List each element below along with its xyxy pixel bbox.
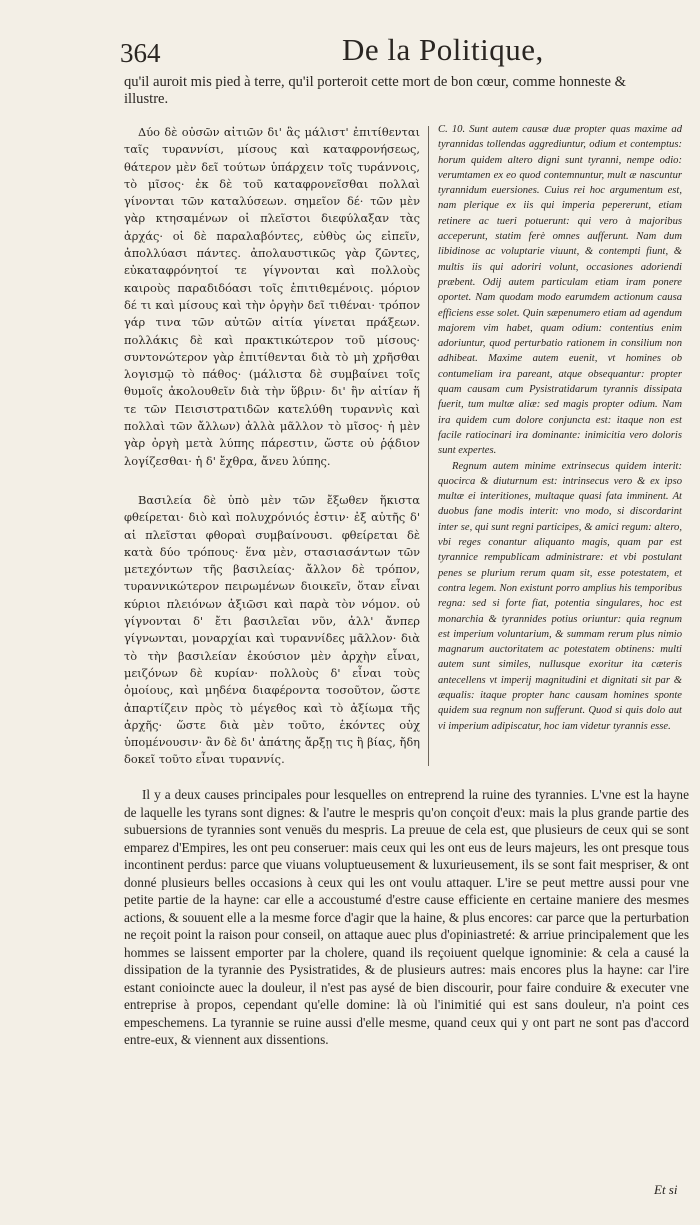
- french-paragraph: Il y a deux causes principales pour lesquelles on entreprend la ruine des tyrannies. L'vne est la hayne de laquelle les tyrans sont dignes: & l'autre le mespris qu'on conçoit d'eux: mais la plus grande partie des subuersions de tyrannies sont venuës du mespris. La preuue de cela est, que plusieurs de ceux qui se sont emparez d'Empires, les ont peu conseruer: mais ceux qui les ont eus de leurs majeurs, les ont presque tous incontinent perdus: parce que viuans voluptueusement & luxurieusement, ils se sont fait mespriser, & ont donné plusieurs belles occasions à ceux qui les ont voulu attaquer. L'ire se peut mettre aussi pour vne petite partie de la hayne: car elle a accoustumé d'estre cause efficiente en certaine maniere des mesmes actions, & souuent elle a la mesme force d'agir que la haine, & plus encores: car parce que la perturbation ne reçoit point la raison pour conseil, on attaque auec plus d'opiniastreté: & arriue principalement que les hommes se laissent emporter par la cholere, quand ils reçoiuent quelque ignominie: & cela a causé la dissipation de la tyrannie des Pysistratides, & de plusieurs autres: mais encores plus la hayne: car l'ire estant conioincte auec la douleur, il n'est pas aysé de bien discourir, pour faire conduire & executer vne entreprise à propos, cependant qu'elle domine: là où l'inimitié qui est sans douleur, n'a point ces empeschemens. La tyrannie se ruine aussi d'elle mesme, quand ceux qui y ont part ne sont pas d'accord entre-eux, & viennent aux dissentions.: [124, 787, 689, 1047]
- column-divider: [428, 126, 429, 766]
- latin-column: [438, 122, 682, 734]
- catchword: Et si: [654, 1182, 678, 1197]
- latin-paragraph-1: C. 10. Sunt autem causæ duæ propter quas maxime ad tyrannidas tollendas aggrediuntur, odium et contemptus: horum quidem altero digni sunt tyranni, nempe odio: verumtamen ex eo quod contemnuntur, mult æ nascuntur tyrannidum euersiones. Cuius rei hoc argumentum est, nam plerique ex iis qui imperia pepererunt, etiam retinere ac tueri potuerunt: qui vero à majoribus acceperunt, statim ferè omnes aufferunt. Nam dum libidinose ac voluptarie viuunt, & contempti fiunt, & multis iis qui adoriri volunt, occasiones adoriendi præbent. Odij autem particulam etiam iram ponere oportet. Nam quodam modo earumdem actionum causa efficiens esse solet. Quin sæpenumero etiam ad agendum majorem vim habet, quam odium: contentius enim adoriuntur, quod perturbatio rationem in consilium non adhibeat. Maxime autem euenit, vt homines ob contumeliam ira pareant, atque obsequantur: propter quam causam cum Pysistratidarum tyrannis dissipata fuerit, tum multæ aliæ: sed magis propter odium. Nam ira quidem cum dolore conjuncta est: itaque non est facile ratiocinari ira dominante: inimicitia vero doloris sunt expertes.: [438, 124, 682, 457]
- greek-paragraph-2: Βασιλεία δὲ ὑπὸ μὲν τῶν ἔξωθεν ἥκιστα φθείρεται· διὸ καὶ πολυχρόνιός ἐστιν· ἐξ αὑτῆς δ' αἱ πλεῖσται φθοραὶ συμβαίνουσι. φθείρεται δὲ κατὰ δύο τρόπους· ἕνα μὲν, στασιασάντων τῶν μετεχόντων τῆς βασιλείας· ἄλλον δὲ τρόπον, τυραννικώτερον πειρωμένων διοικεῖν, ὅταν εἶναι κύριοι πλειόνων ἀξιῶσι καὶ παρὰ τὸν νόμον. οὐ γίγνονται δ' ἔτι βασιλεῖαι νῦν, ἀλλ' ἄνπερ γίγνωνται, μοναρχίαι καὶ τυραννίδες μᾶλλον· διὰ τὸ τὴν βασιλείαν ἑκούσιον μὲν ἀρχὴν εἶναι, μειζόνων δὲ κυρίαν· πολλοὺς δ' εἶναι τοὺς ὁμοίους, καὶ μηδένα διαφέροντα τοσοῦτον, ὥστε ἀπαρτίζειν πρὸς τὸ μέγεθος καὶ τὸ ἀξίωμα τῆς ἀρχῆς· ὥστε διὰ μὲν τοῦτο, ἑκόντες οὐχ ὑπομένουσιν· ἂν δὲ δι' ἀπάτης ἄρξῃ τις ἢ βίας, ἤδη δοκεῖ τοῦτο εἶναι τυραννίς.: [124, 492, 420, 767]
- page-number: 364: [120, 38, 161, 68]
- greek-column: [124, 124, 420, 769]
- latin-paragraph-2: Regnum autem minime extrinsecus quidem interit: quocirca & diuturnum est: intrinsecus vero & ex ipso multæ ei interitiones, multaque quasi fata imminent. At duobus fane modis interit: vno modo, si discordarint inter se, qui sunt regni participes, & amici regum: altero, vbi reges conantur aliquanto magis, quam par est tyrannice rempublicam administrare: et vbi postulant penes se plurium rerum quam sit, esse potestatem, et contra legem. Non existunt porro amplius his temporibus regna: sed si forte fiat, potentia singulares, hoc est monarchia & tyrannides potius oriuntur: quia regnum est imperium voluntarium, & summam rerum plus nimio magnarum auctoritatem ac potestatem obtinens: multi autem sunt similes, nullusque exoritur ita cæteris antecellens vt imperij magnitudini et dignitati sit par & æqualis: itaque propter hanc causam homines sponte quidem sua regnum non sufferunt. Quod si quis dolo aut vi imperium adipiscatur, hoc iam videtur tyrannis esse.: [438, 460, 682, 732]
- intro-text: qu'il auroit mis pied à terre, qu'il porteroit cette mort de bon cœur, comme honneste & illustre.: [124, 74, 626, 107]
- page-header: [120, 32, 660, 72]
- greek-paragraph-1: Δύο δὲ οὐσῶν αἰτιῶν δι' ἃς μάλιστ' ἐπιτίθενται ταῖς τυραννίσι, μίσους καὶ καταφρονήσεως, θάτερον μὲν δεῖ τούτων ὑπάρχειν τοῖς τυράννοις, τὸ μῖσος· ἐκ δὲ τοῦ καταφρονεῖσθαι πολλαὶ γίνονται τῶν καταλύσεων. σημεῖον δέ· τῶν μὲν γὰρ κτησαμένων οἱ πλεῖστοι διεφύλαξαν τὰς ἀρχάς· οἱ δὲ παραλαβόντες, εὐθὺς ὡς εἰπεῖν, ἀπολλύασι πάντες. ἀπολαυστικῶς γὰρ ζῶντες, εὐκαταφρόνητοί τε γίγνονται καὶ πολλοὺς καιροὺς παραδιδόασι τοῖς ἐπιτιθεμένοις. μόριον δέ τι καὶ μίσους καὶ τὴν ὀργὴν δεῖ τιθέναι· τρόπον γάρ τινα τῶν αὐτῶν αἰτία γίνεται πράξεων. πολλάκις δὲ καὶ πρακτικώτερον τοῦ μίσους· συντονώτερον γὰρ ἐπιτίθενται διὰ τὸ μὴ χρῆσθαι λογισμῷ τὸ πάθος· (μάλιστα δὲ συμβαίνει τοῖς θυμοῖς ἀκολουθεῖν διὰ τὴν ὕβριν· δι' ἣν αἰτίαν ἥ τε τῶν Πεισιστρατιδῶν κατελύθη τυραννὶς καὶ πολλαὶ τῶν ἄλλων) ἀλλὰ μᾶλλον τὸ μῖσος· ἡ μὲν γὰρ ὀργὴ μετὰ λύπης πάρεστιν, ὥστε οὐ ῥᾴδιον λογίζεσθαι· ἡ δ' ἔχθρα, ἄνευ λύπης.: [124, 125, 420, 468]
- french-translation: [124, 786, 689, 1049]
- running-title: De la Politique,: [342, 32, 544, 67]
